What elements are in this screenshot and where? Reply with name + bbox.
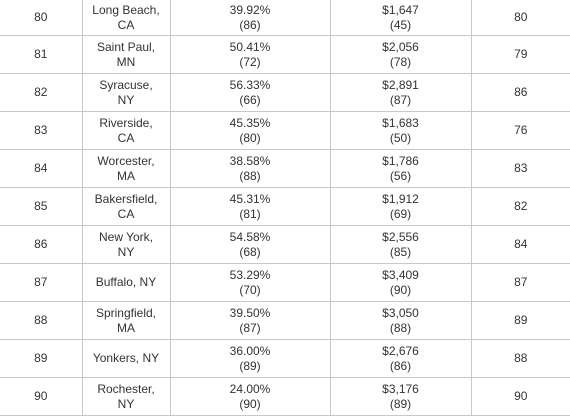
percentage-rank: (72) [239,54,261,69]
rank-cell [0,0,82,36]
percentage-cell [170,226,330,264]
city-name: Syracuse, [99,77,153,92]
percentage-rank: (89) [239,358,261,373]
percentage-cell [170,0,330,36]
city-state: CA [117,130,135,145]
cost-value: $1,647 [382,2,419,17]
rank-value: 89 [34,351,48,365]
percentage-rank: (81) [239,206,261,221]
city-name: Springfield, [95,305,157,320]
overall-rank-cell [471,112,570,150]
cost-cell [330,226,471,264]
cost-value: $1,786 [382,153,419,168]
cost-cell [330,188,471,226]
overall-rank-cell [471,302,570,340]
overall-rank-value: 83 [514,161,528,175]
overall-rank-value: 79 [514,47,528,61]
overall-rank-value: 82 [514,199,528,213]
percentage-rank: (90) [239,396,261,411]
table-row [0,36,570,74]
cost-rank: (86) [389,358,412,373]
cost-rank: (85) [389,244,412,259]
cost-cell [330,340,471,378]
overall-rank-value: 86 [514,85,528,99]
cost-rank: (56) [389,168,412,183]
table-row [0,226,570,264]
table-row [0,188,570,226]
city-cell [82,226,170,264]
percentage-value: 39.92% [229,2,271,17]
percentage-cell [170,340,330,378]
cost-value: $2,891 [382,77,419,92]
cost-value: $2,056 [382,39,419,54]
city-state: CA [117,17,135,32]
city-name: Long Beach, [92,2,160,17]
cost-value: $2,556 [382,229,419,244]
cost-cell [330,150,471,188]
cost-cell [330,302,471,340]
overall-rank-value: 88 [514,351,528,365]
city-name: Rochester, [97,381,155,396]
rank-value: 81 [34,47,48,61]
cost-value: $3,409 [382,267,419,282]
city-name: New York, [98,229,154,244]
city-state: MN [116,54,136,69]
rank-value: 90 [34,389,48,403]
city-name: Buffalo, NY [95,275,157,289]
city-state: NY [117,396,135,411]
table-row [0,264,570,302]
overall-rank-value: 90 [514,389,528,403]
overall-rank-cell [471,36,570,74]
overall-rank-cell [471,74,570,112]
city-name: Bakersfield, [94,191,158,206]
cost-rank: (88) [389,320,412,335]
rank-cell [0,302,82,340]
overall-rank-value: 89 [514,313,528,327]
cost-rank: (78) [389,54,412,69]
overall-rank-cell [471,378,570,416]
overall-rank-value: 80 [514,10,528,24]
city-name: Riverside, [99,115,153,130]
percentage-value: 53.29% [229,267,271,282]
city-cell [82,264,170,302]
table-row [0,302,570,340]
overall-rank-cell [471,188,570,226]
table-row [0,74,570,112]
city-name: Saint Paul, [96,39,156,54]
city-state: NY [117,244,135,259]
table-row [0,340,570,378]
overall-rank-value: 84 [514,237,528,251]
cost-value: $3,176 [382,381,419,396]
city-cell [82,340,170,378]
cost-rank: (45) [389,17,412,32]
percentage-rank: (70) [239,282,261,297]
cost-value: $1,912 [382,191,419,206]
cost-cell [330,378,471,416]
rank-value: 84 [34,161,48,175]
city-cell [82,74,170,112]
city-cell [82,112,170,150]
percentage-value: 45.31% [229,191,271,206]
percentage-cell [170,302,330,340]
overall-rank-cell [471,340,570,378]
rank-cell [0,150,82,188]
percentage-rank: (66) [239,92,261,107]
percentage-rank: (88) [239,168,261,183]
percentage-rank: (68) [239,244,261,259]
city-state: MA [117,320,135,335]
percentage-cell [170,188,330,226]
overall-rank-cell [471,150,570,188]
percentage-rank: (80) [239,130,261,145]
rank-cell [0,74,82,112]
percentage-rank: (87) [239,320,261,335]
rank-cell [0,112,82,150]
percentage-cell [170,74,330,112]
cost-rank: (50) [389,130,412,145]
rank-value: 80 [34,10,48,24]
rank-cell [0,36,82,74]
table-row [0,378,570,416]
cost-cell [330,36,471,74]
rank-cell [0,188,82,226]
overall-rank-value: 87 [514,275,528,289]
city-cell [82,378,170,416]
rank-value: 87 [34,275,48,289]
percentage-cell [170,378,330,416]
rank-cell [0,264,82,302]
table-row [0,150,570,188]
cost-rank: (90) [389,282,412,297]
table-row [0,112,570,150]
city-name: Worcester, [97,153,155,168]
table-row [0,0,570,36]
overall-rank-cell [471,226,570,264]
city-cell [82,36,170,74]
rank-value: 82 [34,85,48,99]
rank-cell [0,340,82,378]
percentage-value: 56.33% [229,77,271,92]
rank-value: 83 [34,123,48,137]
cost-value: $1,683 [382,115,419,130]
overall-rank-cell [471,0,570,36]
percentage-cell [170,36,330,74]
city-state: MA [117,168,135,183]
rank-cell [0,378,82,416]
percentage-cell [170,264,330,302]
city-name: Yonkers, NY [92,351,160,365]
percentage-value: 38.58% [229,153,271,168]
city-cell [82,0,170,36]
percentage-value: 45.35% [229,115,271,130]
city-cell [82,302,170,340]
percentage-cell [170,150,330,188]
percentage-cell [170,112,330,150]
overall-rank-value: 76 [514,123,528,137]
rank-cell [0,226,82,264]
percentage-value: 54.58% [229,229,271,244]
cost-value: $3,050 [382,305,419,320]
cost-cell [330,74,471,112]
rank-value: 85 [34,199,48,213]
percentage-rank: (86) [239,17,261,32]
rank-value: 88 [34,313,48,327]
city-state: NY [117,92,135,107]
percentage-value: 24.00% [229,381,271,396]
city-state: CA [117,206,135,221]
percentage-value: 39.50% [229,305,271,320]
city-cell [82,150,170,188]
cost-rank: (89) [389,396,412,411]
percentage-value: 36.00% [229,343,271,358]
cost-cell [330,112,471,150]
cost-rank: (87) [389,92,412,107]
city-cell [82,188,170,226]
cost-cell [330,264,471,302]
overall-rank-cell [471,264,570,302]
cost-rank: (69) [389,206,412,221]
rank-value: 86 [34,237,48,251]
percentage-value: 50.41% [229,39,271,54]
cost-cell [330,0,471,36]
cost-value: $2,676 [382,343,419,358]
